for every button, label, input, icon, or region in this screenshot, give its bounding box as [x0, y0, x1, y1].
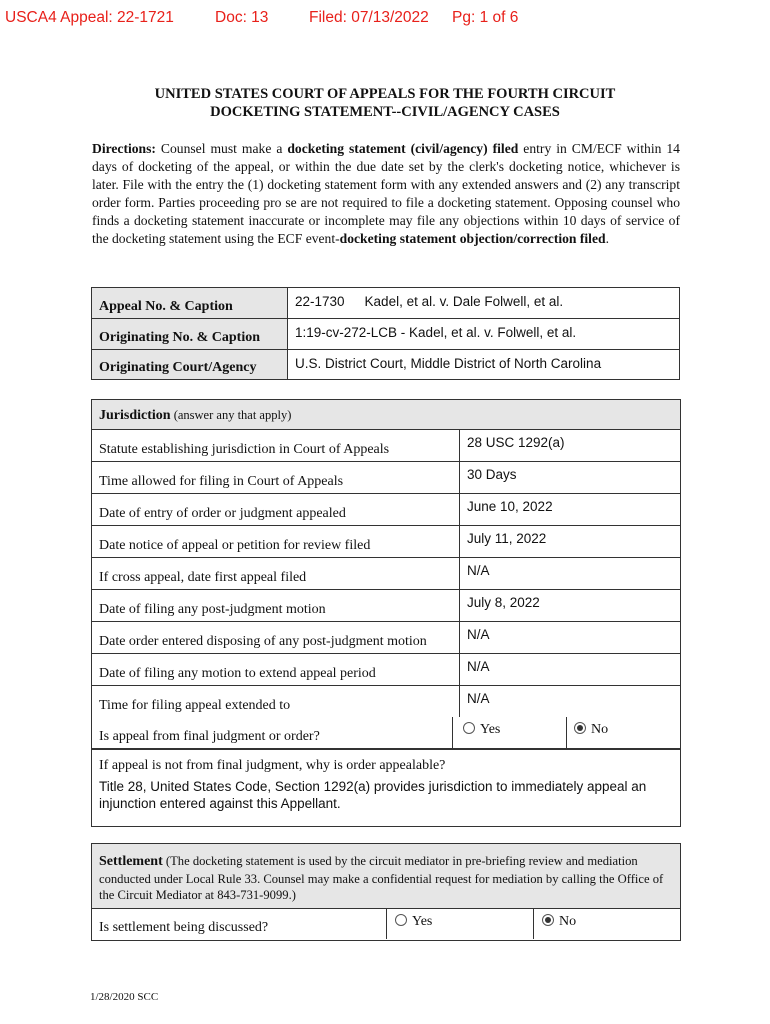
- jurisdiction-question: Statute establishing jurisdiction in Court of Appeals: [99, 442, 390, 457]
- settlement-yes[interactable]: [386, 909, 533, 939]
- settlement-title: Settlement: [99, 854, 163, 869]
- jurisdiction-row: [92, 590, 680, 622]
- directions-label: Directions:: [92, 141, 156, 156]
- title-line-1: UNITED STATES COURT OF APPEALS FOR THE FOURTH CIRCUIT: [154, 86, 616, 102]
- jurisdiction-answer[interactable]: N/A: [459, 622, 680, 653]
- jurisdiction-question: Date of entry of order or judgment appealed: [99, 506, 346, 521]
- settlement-heading: [92, 844, 680, 909]
- title-line-2: DOCKETING STATEMENT--CIVIL/AGENCY CASES: [210, 104, 560, 120]
- jurisdiction-title: Jurisdiction: [99, 408, 171, 423]
- jurisdiction-question: Date order entered disposing of any post-judgment motion: [99, 634, 427, 649]
- directions-text: entry in CM/ECF within 14 days of docketing of the appeal, or within the due date set by the clerk's docketing notice, whichever is later. File with the entry the (1) docketing statement form with any extended answers and (2) any transcript order form. Parties proceeding pro se are not required to file a docketing statement. Opposing counsel who finds a docketing statement inaccurate or incomplete may file any objections within 10 days of service of the docketing statement using the ECF event-: [92, 141, 680, 247]
- directions-bold-2: docketing statement objection/correction filed: [339, 231, 606, 247]
- jurisdiction-question: Date of filing any motion to extend appeal period: [99, 666, 376, 681]
- jurisdiction-question: Time for filing appeal extended to: [99, 698, 291, 713]
- settlement-question: Is settlement being discussed?: [99, 920, 269, 935]
- jurisdiction-section: [91, 399, 681, 827]
- originating-caption-value[interactable]: 1:19-cv-272-LCB - Kadel, et al. v. Folwell, et al.: [288, 319, 680, 350]
- final-judgment-yes[interactable]: [452, 717, 566, 748]
- originating-court-label: Originating Court/Agency: [92, 350, 288, 380]
- jurisdiction-answer[interactable]: N/A: [459, 558, 680, 589]
- jurisdiction-row: [92, 558, 680, 590]
- jurisdiction-answer[interactable]: N/A: [459, 686, 680, 717]
- appeal-caption-text: Kadel, et al. v. Dale Folwell, et al.: [364, 294, 564, 309]
- page-title: [0, 85, 770, 121]
- final-judgment-question: Is appeal from final judgment or order?: [99, 729, 320, 744]
- jurisdiction-row: [92, 526, 680, 558]
- form-revision-date: 1/28/2020 SCC: [90, 991, 159, 1003]
- appeal-caption-value[interactable]: [288, 288, 680, 319]
- no-label: No: [591, 722, 609, 737]
- jurisdiction-row: [92, 430, 680, 462]
- radio-yes-icon[interactable]: [395, 914, 407, 926]
- radio-yes-icon[interactable]: [463, 722, 475, 734]
- appealability-answer[interactable]: Title 28, United States Code, Section 1292(a) provides jurisdiction to immediately appeal an injunction entered against this Appellant.: [99, 779, 647, 811]
- court-header: [0, 6, 770, 32]
- jurisdiction-note: (answer any that apply): [170, 408, 292, 422]
- jurisdiction-question: Date of filing any post-judgment motion: [99, 602, 326, 617]
- doc-number: Doc: 13: [215, 9, 269, 26]
- jurisdiction-rows: [92, 430, 680, 717]
- jurisdiction-row: [92, 686, 680, 717]
- page-count: Pg: 1 of 6: [452, 9, 519, 26]
- radio-no-selected-icon[interactable]: [542, 914, 554, 926]
- jurisdiction-answer[interactable]: June 10, 2022: [459, 494, 680, 525]
- originating-caption-label: Originating No. & Caption: [92, 319, 288, 350]
- appealability-block: [92, 749, 680, 835]
- jurisdiction-answer[interactable]: July 8, 2022: [459, 590, 680, 621]
- jurisdiction-answer[interactable]: July 11, 2022: [459, 526, 680, 557]
- jurisdiction-answer[interactable]: 30 Days: [459, 462, 680, 493]
- jurisdiction-answer[interactable]: 28 USC 1292(a): [459, 430, 680, 461]
- yes-label: Yes: [412, 914, 433, 929]
- jurisdiction-row: [92, 494, 680, 526]
- jurisdiction-row: [92, 654, 680, 686]
- radio-no-selected-icon[interactable]: [574, 722, 586, 734]
- settlement-row: [92, 909, 680, 939]
- directions-bold-1: docketing statement (civil/agency) filed: [287, 141, 519, 156]
- jurisdiction-row: [92, 622, 680, 654]
- directions-paragraph: [92, 140, 680, 249]
- directions-text: .: [605, 231, 609, 247]
- final-judgment-no[interactable]: [566, 717, 680, 748]
- jurisdiction-question: Date notice of appeal or petition for review filed: [99, 538, 371, 553]
- no-label: No: [559, 914, 577, 929]
- settlement-section: [91, 843, 681, 941]
- jurisdiction-question: Time allowed for filing in Court of Appeals: [99, 474, 344, 489]
- appeal-number-value: 22-1730: [295, 294, 345, 309]
- originating-court-value[interactable]: U.S. District Court, Middle District of North Carolina: [288, 350, 680, 380]
- final-judgment-row: [92, 717, 680, 749]
- directions-text: Counsel must make a: [155, 141, 288, 156]
- appeal-number: USCA4 Appeal: 22-1721: [5, 9, 174, 26]
- jurisdiction-question: If cross appeal, date first appeal filed: [99, 570, 307, 585]
- settlement-note: (The docketing statement is used by the circuit mediator in pre-briefing review and mediation conducted under Local Rule 33. Counsel may make a confidential request for mediation by calling the Office of the Circuit Mediator at 843-731-9099.): [99, 854, 664, 902]
- appealability-question: If appeal is not from final judgment, why is order appealable?: [99, 758, 446, 773]
- yes-label: Yes: [480, 722, 501, 737]
- appeal-caption-label: Appeal No. & Caption: [92, 288, 288, 319]
- caption-table: [91, 287, 680, 380]
- jurisdiction-heading: [92, 400, 680, 430]
- filed-date: Filed: 07/13/2022: [309, 9, 429, 26]
- jurisdiction-answer[interactable]: N/A: [459, 654, 680, 685]
- settlement-no[interactable]: [533, 909, 680, 939]
- jurisdiction-row: [92, 462, 680, 494]
